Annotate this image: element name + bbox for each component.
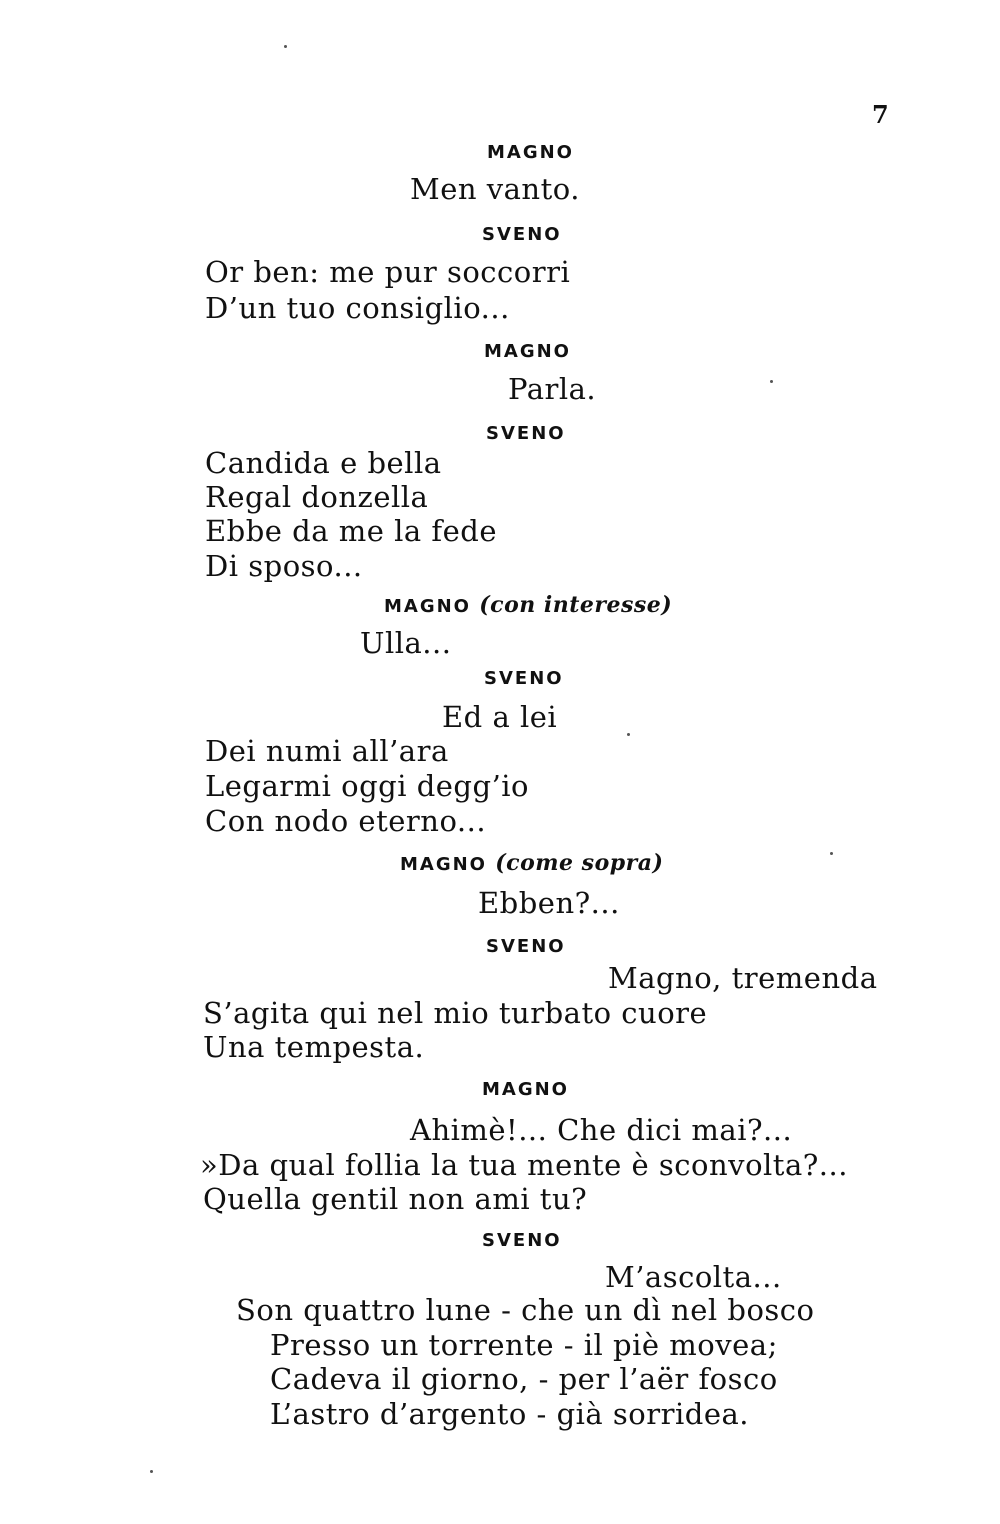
verse-line: Legarmi oggi degg’io: [205, 769, 530, 803]
verse-line: M’ascolta...: [605, 1260, 782, 1294]
page-number: 7: [872, 100, 889, 129]
verse-line: Presso un torrente - il piè movea;: [270, 1328, 778, 1362]
verse-line: Ahimè!... Che dici mai?...: [410, 1113, 793, 1147]
speaker-label: [384, 594, 672, 618]
scan-speck: [627, 733, 630, 736]
verse-line: Cadeva il giorno, - per l’aër fosco: [270, 1362, 778, 1396]
speaker-name: MAGNO: [400, 854, 487, 875]
scan-speck: [284, 45, 287, 48]
stage-direction: (con interesse): [479, 592, 673, 618]
stage-direction: (come sopra): [495, 850, 664, 876]
scan-speck: [150, 1470, 153, 1473]
verse-line: Con nodo eterno...: [205, 804, 487, 838]
verse-line: Di sposo...: [205, 549, 363, 583]
speaker-label: MAGNO: [484, 341, 571, 362]
speaker-name: MAGNO: [384, 596, 471, 617]
verse-line: Candida e bella: [205, 446, 442, 480]
verse-line: Quella gentil non ami tu?: [203, 1182, 588, 1216]
speaker-label: SVENO: [486, 936, 566, 957]
verse-line: Una tempesta.: [203, 1030, 425, 1064]
speaker-label: MAGNO: [487, 142, 574, 163]
speaker-label: SVENO: [486, 423, 566, 444]
verse-line: Magno, tremenda: [608, 961, 878, 995]
verse-line: Ebbe da me la fede: [205, 514, 498, 548]
verse-line: Ebben?...: [478, 886, 620, 920]
speaker-label: SVENO: [482, 224, 562, 245]
verse-line: Ed a lei: [442, 700, 558, 734]
verse-line: Ulla...: [360, 626, 452, 660]
speaker-label: MAGNO: [482, 1079, 569, 1100]
verse-line: Regal donzella: [205, 480, 429, 514]
verse-line: S’agita qui nel mio turbato cuore: [203, 996, 708, 1030]
scan-speck: [830, 852, 833, 855]
speaker-label: SVENO: [484, 668, 564, 689]
verse-line: L’astro d’argento - già sorridea.: [270, 1397, 749, 1431]
verse-line: Parla.: [508, 372, 597, 406]
verse-line: »Da qual follia la tua mente è sconvolta?...: [200, 1148, 848, 1182]
speaker-label: SVENO: [482, 1230, 562, 1251]
verse-line: Son quattro lune - che un dì nel bosco: [236, 1293, 815, 1327]
verse-line: Dei numi all’ara: [205, 734, 449, 768]
verse-line: D’un tuo consiglio...: [205, 291, 510, 325]
scan-speck: [770, 380, 773, 383]
verse-line: Or ben: me pur soccorri: [205, 255, 571, 289]
speaker-label: [400, 852, 663, 876]
verse-line: Men vanto.: [410, 172, 580, 206]
